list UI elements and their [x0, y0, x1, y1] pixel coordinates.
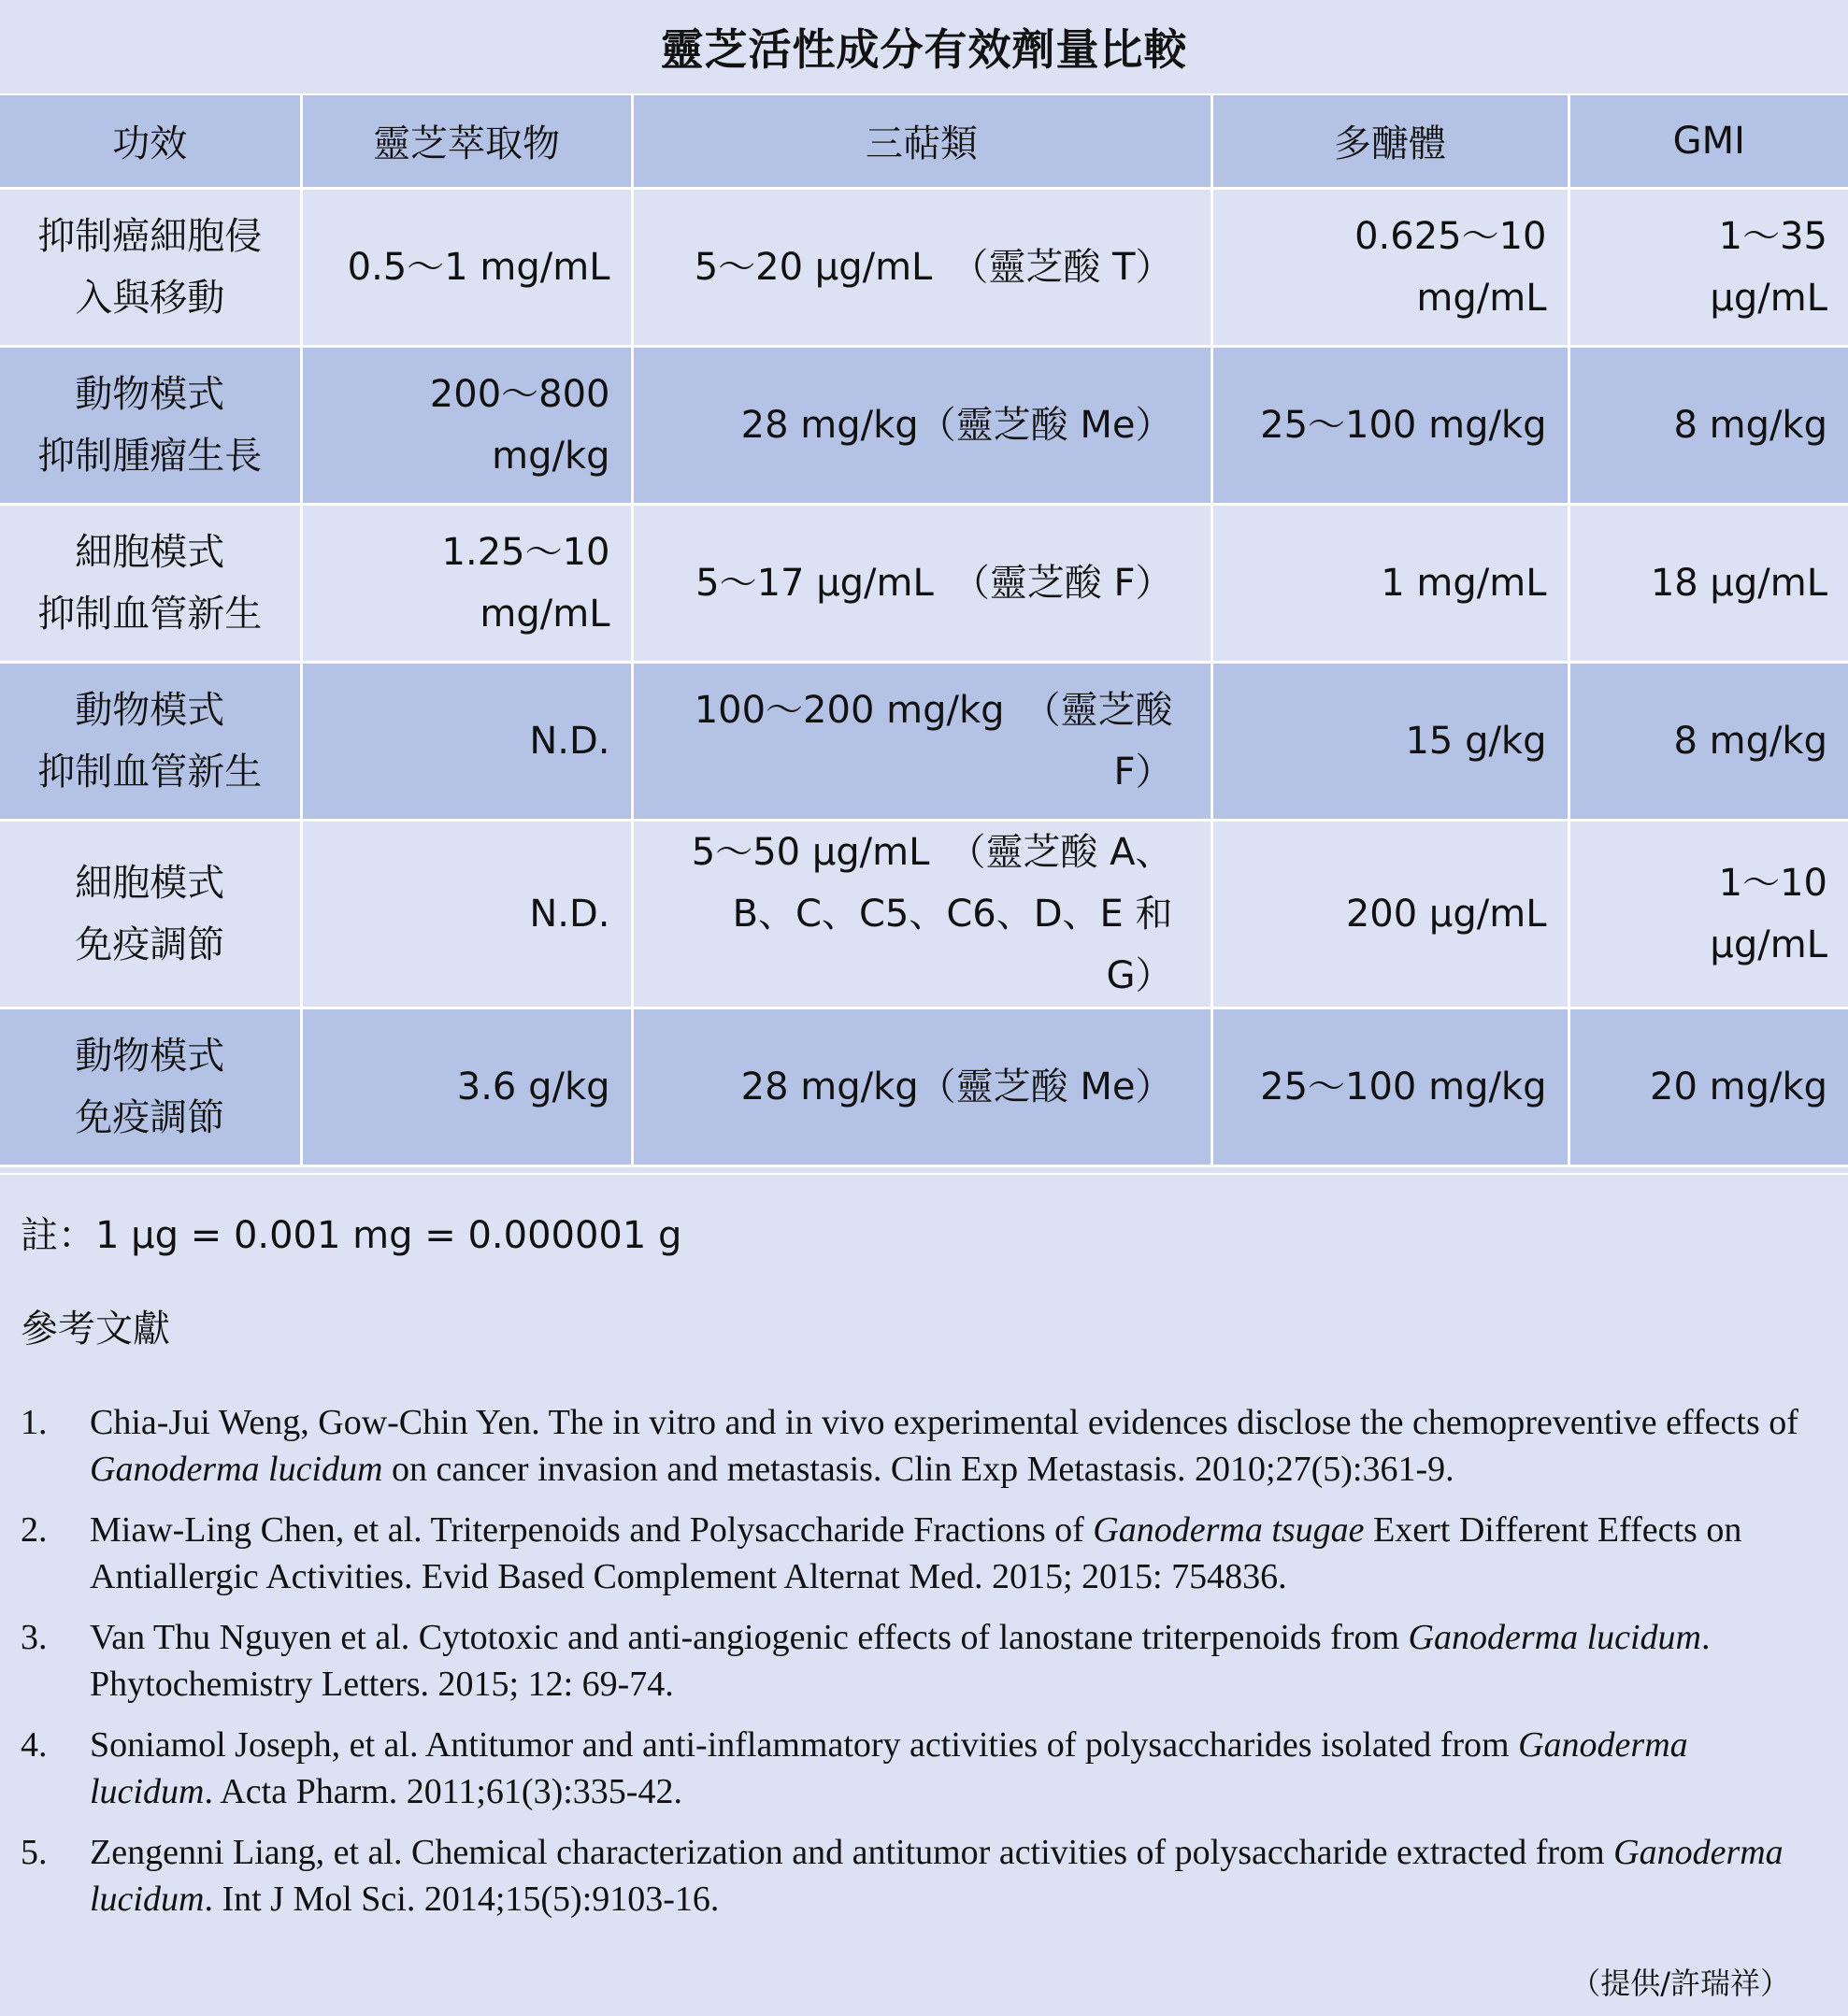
dose-comparison-table [0, 93, 1848, 1167]
extract-cell: 3.6 g/kg [301, 1008, 632, 1165]
header-effect: 功效 [0, 94, 301, 188]
triterpenoid-cell: 28 mg/kg（靈芝酸 Me） [632, 1008, 1211, 1165]
gmi-cell: 8 mg/kg [1569, 662, 1848, 820]
table-row [0, 662, 1848, 820]
gmi-cell: 18 µg/mL [1569, 504, 1848, 662]
effect-cell [0, 346, 301, 504]
header-triterpenoid: 三萜類 [632, 94, 1211, 188]
table-header-row [0, 94, 1848, 188]
reference-item [21, 1399, 1827, 1493]
reference-text-after: . Acta Pharm. 2011;61(3):335-42. [204, 1771, 682, 1811]
header-extract: 靈芝萃取物 [301, 94, 632, 188]
references-heading: 參考文獻 [21, 1307, 170, 1351]
effect-cell [0, 1008, 301, 1165]
polysaccharide-cell: 1 mg/mL [1211, 504, 1569, 662]
divider [0, 1167, 1848, 1175]
polysaccharide-cell: 25～100 mg/kg [1211, 1008, 1569, 1165]
extract-cell: N.D. [301, 820, 632, 1008]
extract-cell: N.D. [301, 662, 632, 820]
species-name: Ganoderma lucidum [90, 1724, 1688, 1811]
table-row [0, 346, 1848, 504]
effect-line: 細胞模式 [75, 530, 225, 574]
reference-text [90, 1399, 1827, 1493]
reference-text-before: Miaw-Ling Chen, et al. Triterpenoids and Polysaccharide Fractions of [90, 1509, 1094, 1550]
triterpenoid-cell: 5～50 µg/mL （靈芝酸 A、B、C、C5、C6、D、E 和 G） [632, 820, 1211, 1008]
effect-cell [0, 504, 301, 662]
triterpenoid-cell: 28 mg/kg（靈芝酸 Me） [632, 346, 1211, 504]
effect-line: 抑制腫瘤生長 [37, 434, 263, 478]
effect-line: 免疫調節 [75, 1095, 225, 1139]
triterpenoid-cell: 5～20 µg/mL （靈芝酸 T） [632, 188, 1211, 346]
reference-text [90, 1722, 1827, 1815]
effect-line: 抑制癌細胞侵 [37, 214, 263, 258]
polysaccharide-cell: 15 g/kg [1211, 662, 1569, 820]
table-row [0, 1008, 1848, 1165]
reference-number: 5. [21, 1832, 48, 1872]
effect-line: 入與移動 [75, 276, 225, 320]
table-row [0, 504, 1848, 662]
reference-number: 2. [21, 1509, 48, 1550]
effect-line: 細胞模式 [75, 861, 225, 905]
species-name: Ganoderma lucidum [90, 1449, 383, 1489]
polysaccharide-cell: 200 µg/mL [1211, 820, 1569, 1008]
effect-cell [0, 820, 301, 1008]
gmi-cell: 1～10 µg/mL [1569, 820, 1848, 1008]
effect-line: 動物模式 [75, 1034, 225, 1078]
header-polysaccharide: 多醣體 [1211, 94, 1569, 188]
gmi-cell: 1～35 µg/mL [1569, 188, 1848, 346]
species-name: Ganoderma tsugae [1093, 1509, 1365, 1550]
effect-line: 抑制血管新生 [37, 592, 263, 636]
triterpenoid-cell: 5～17 µg/mL （靈芝酸 F） [632, 504, 1211, 662]
reference-item [21, 1829, 1827, 1923]
reference-number: 1. [21, 1402, 48, 1442]
notes-section [0, 1175, 1848, 1923]
effect-line: 抑制血管新生 [37, 750, 263, 794]
unit-note: 註：1 µg = 0.001 mg = 0.000001 g [21, 1213, 682, 1257]
header-gmi: GMI [1569, 94, 1848, 188]
effect-line: 動物模式 [75, 372, 225, 416]
reference-text-after: Exert Different Effects on Antiallergic Activities. Evid Based Complement Alternat Med. 2015; 2015: 754836. [90, 1509, 1742, 1596]
extract-cell: 200～800 mg/kg [301, 346, 632, 504]
reference-text-after: on cancer invasion and metastasis. Clin Exp Metastasis. 2010;27(5):361-9. [382, 1449, 1454, 1489]
effect-line: 免疫調節 [75, 922, 225, 966]
extract-cell: 0.5～1 mg/mL [301, 188, 632, 346]
table-row [0, 820, 1848, 1008]
credit-line: （提供/許瑞祥） [1570, 1966, 1790, 2001]
triterpenoid-cell: 100～200 mg/kg （靈芝酸 F） [632, 662, 1211, 820]
effect-cell [0, 188, 301, 346]
polysaccharide-cell: 0.625～10 mg/mL [1211, 188, 1569, 346]
reference-item [21, 1614, 1827, 1708]
reference-text [90, 1614, 1827, 1708]
reference-number: 3. [21, 1617, 48, 1657]
table-row [0, 188, 1848, 346]
reference-text [90, 1829, 1827, 1923]
reference-item [21, 1722, 1827, 1815]
gmi-cell: 8 mg/kg [1569, 346, 1848, 504]
effect-line: 動物模式 [75, 688, 225, 732]
reference-text [90, 1507, 1827, 1600]
reference-text-before: Van Thu Nguyen et al. Cytotoxic and anti-angiogenic effects of lanostane triterpenoids from [90, 1617, 1409, 1657]
effect-cell [0, 662, 301, 820]
reference-number: 4. [21, 1724, 48, 1765]
reference-text-before: Chia-Jui Weng, Gow-Chin Yen. The in vitro and in vivo experimental evidences disclose the chemopreventive effects of [90, 1402, 1798, 1442]
species-name: Ganoderma lucidum [1408, 1617, 1701, 1657]
reference-list [21, 1399, 1827, 1923]
species-name: Ganoderma lucidum [90, 1832, 1784, 1919]
polysaccharide-cell: 25～100 mg/kg [1211, 346, 1569, 504]
reference-text-after: . Int J Mol Sci. 2014;15(5):9103-16. [204, 1879, 720, 1919]
reference-item [21, 1507, 1827, 1600]
gmi-cell: 20 mg/kg [1569, 1008, 1848, 1165]
reference-text-before: Zengenni Liang, et al. Chemical characterization and antitumor activities of polysaccharide extracted from [90, 1832, 1614, 1872]
extract-cell: 1.25～10 mg/mL [301, 504, 632, 662]
reference-text-before: Soniamol Joseph, et al. Antitumor and anti-inflammatory activities of polysaccharides isolated from [90, 1724, 1519, 1765]
reference-text-after: . Phytochemistry Letters. 2015; 12: 69-74. [90, 1617, 1711, 1704]
page-title: 靈芝活性成分有效劑量比較 [660, 24, 1188, 75]
